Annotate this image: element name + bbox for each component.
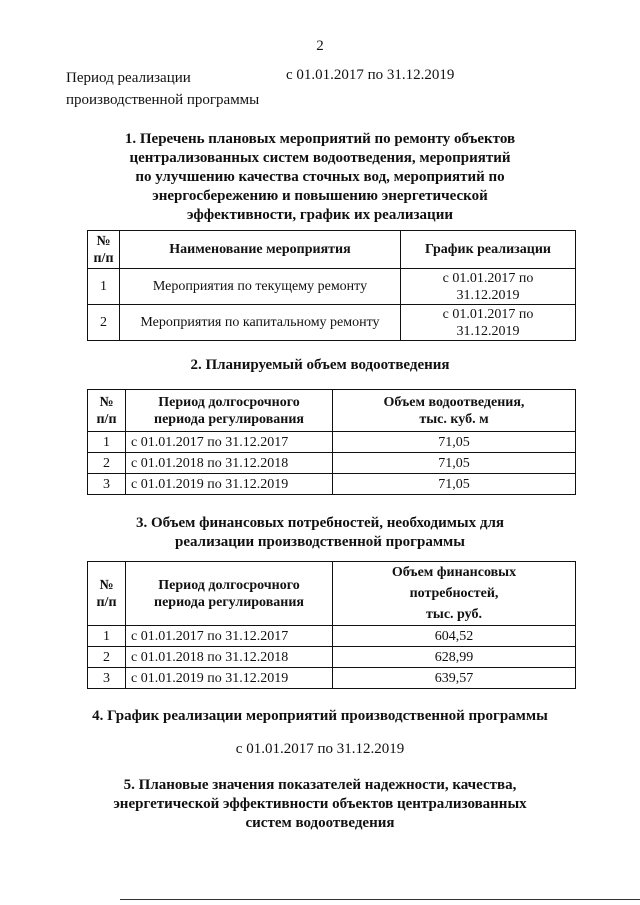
cell-finance: 604,52 <box>333 626 576 647</box>
cell-volume: 71,05 <box>333 474 576 495</box>
cell-num: 1 <box>88 269 120 305</box>
cell-finance: 639,57 <box>333 668 576 689</box>
section1-title-line: энергосбережению и повышению энергетической <box>152 188 488 204</box>
header-num: № п/п <box>88 562 126 626</box>
finance-table <box>87 561 576 689</box>
section5-title-line: энергетической эффективности объектов централизованных <box>113 796 527 812</box>
section5-title-line: 5. Плановые значения показателей надежности, качества, <box>123 777 517 793</box>
cell-num: 1 <box>88 432 126 453</box>
section1-title-line: централизованных систем водоотведения, мероприятий <box>129 150 511 166</box>
header-period: Период долгосрочного периода регулирования <box>126 390 333 432</box>
cell-num: 2 <box>88 453 126 474</box>
period-value: с 01.01.2017 по 31.12.2019 <box>286 67 455 83</box>
cell-period: с 01.01.2017 по 31.12.2017 <box>126 626 333 647</box>
header-volume: Объем водоотведения, тыс. куб. м <box>333 390 576 432</box>
section1-title-line: 1. Перечень плановых мероприятий по ремонту объектов <box>124 131 516 147</box>
page-bottom-rule <box>120 899 640 900</box>
cell-num: 3 <box>88 668 126 689</box>
header-num: № п/п <box>88 390 126 432</box>
section3-title <box>60 514 580 552</box>
cell-activity-name: Мероприятия по текущему ремонту <box>120 269 401 305</box>
header-activity-name: Наименование мероприятия <box>120 231 401 269</box>
table-row <box>88 647 576 668</box>
cell-schedule: с 01.01.2017 по 31.12.2019 <box>401 305 576 341</box>
cell-period: с 01.01.2019 по 31.12.2019 <box>126 668 333 689</box>
cell-period: с 01.01.2018 по 31.12.2018 <box>126 647 333 668</box>
page-number: 2 <box>316 38 324 54</box>
table-row <box>88 432 576 453</box>
cell-volume: 71,05 <box>333 453 576 474</box>
section3-title-line: 3. Объем финансовых потребностей, необходимых для <box>135 515 505 531</box>
section1-title-line: эффективности, график их реализации <box>187 207 453 223</box>
period-label <box>66 67 259 111</box>
cell-activity-name: Мероприятия по капитальному ремонту <box>120 305 401 341</box>
section1-title-line: по улучшению качества сточных вод, мероприятий по <box>135 169 505 185</box>
cell-period: с 01.01.2017 по 31.12.2017 <box>126 432 333 453</box>
section4-value: с 01.01.2017 по 31.12.2019 <box>235 741 405 757</box>
cell-period: с 01.01.2019 по 31.12.2019 <box>126 474 333 495</box>
volume-table <box>87 389 576 495</box>
table-header-row <box>88 562 576 626</box>
section5-title-line: систем водоотведения <box>245 815 395 831</box>
table-row <box>88 305 576 341</box>
header-schedule: График реализации <box>401 231 576 269</box>
cell-schedule: с 01.01.2017 по 31.12.2019 <box>401 269 576 305</box>
section2-title: 2. Планируемый объем водоотведения <box>190 357 450 373</box>
cell-finance: 628,99 <box>333 647 576 668</box>
section5-title <box>40 776 600 833</box>
table-row <box>88 668 576 689</box>
table-row <box>88 474 576 495</box>
period-label-line: производственной программы <box>66 92 260 108</box>
cell-num: 2 <box>88 305 120 341</box>
cell-num: 1 <box>88 626 126 647</box>
cell-num: 3 <box>88 474 126 495</box>
section1-title <box>60 130 580 225</box>
period-label-line: Период реализации <box>66 70 191 86</box>
section3-title-line: реализации производственной программы <box>175 534 465 550</box>
table-row <box>88 626 576 647</box>
table-row <box>88 269 576 305</box>
cell-num: 2 <box>88 647 126 668</box>
table-row <box>88 453 576 474</box>
header-period: Период долгосрочного периода регулирования <box>126 562 333 626</box>
header-finance: Объем финансовых потребностей, тыс. руб. <box>333 562 576 626</box>
activities-table <box>87 230 576 341</box>
cell-volume: 71,05 <box>333 432 576 453</box>
cell-period: с 01.01.2018 по 31.12.2018 <box>126 453 333 474</box>
section4-title: 4. График реализации мероприятий производственной программы <box>92 708 548 724</box>
table-header-row <box>88 231 576 269</box>
header-num: № п/п <box>88 231 120 269</box>
table-header-row <box>88 390 576 432</box>
